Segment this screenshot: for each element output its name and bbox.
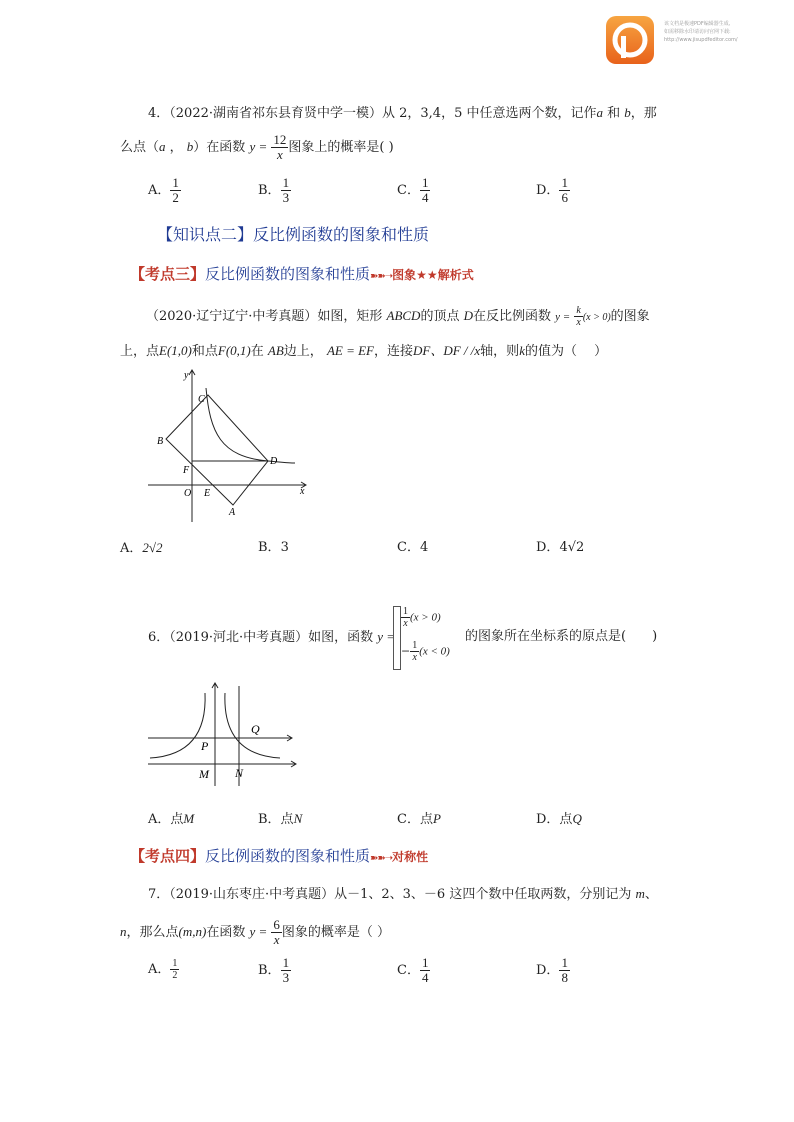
numerator: 1 bbox=[421, 955, 429, 970]
q6-figure bbox=[145, 678, 305, 788]
numerator: 1 bbox=[282, 955, 290, 970]
piece-2 bbox=[401, 640, 450, 663]
option-label: C． bbox=[397, 183, 420, 198]
q5-option-c[interactable] bbox=[397, 538, 428, 558]
q4-line1 bbox=[148, 103, 657, 124]
label-a: A bbox=[229, 507, 236, 518]
denominator: x bbox=[412, 652, 417, 663]
label-e: E bbox=[204, 488, 211, 499]
option-label: C．点 bbox=[397, 812, 433, 827]
q4-text: 4．（2022·湖南省祁东县育贤中学一模）从 2，3,4，5 中任意选两个数，记作 bbox=[148, 106, 597, 121]
kaodian-title: 反比例函数的图象和性质 bbox=[205, 265, 371, 283]
denominator: x bbox=[403, 618, 408, 629]
option-label: D． bbox=[536, 540, 560, 555]
q4-line2 bbox=[120, 133, 394, 162]
var-a: a bbox=[596, 105, 603, 120]
numerator: 1 bbox=[172, 175, 179, 190]
numerator: 12 bbox=[273, 132, 287, 147]
label-p: P bbox=[201, 739, 209, 753]
denominator: 4 bbox=[421, 190, 429, 205]
fraction-1-over-x bbox=[410, 640, 419, 663]
q5-line1 bbox=[146, 305, 650, 328]
q6-option-a[interactable] bbox=[148, 809, 194, 830]
point-a: a bbox=[159, 139, 166, 154]
option-label: D． bbox=[536, 183, 560, 198]
label-f: F bbox=[183, 465, 190, 476]
q4-option-c[interactable] bbox=[397, 176, 430, 205]
q7-option-d[interactable] bbox=[536, 956, 570, 985]
domain-condition: (x > 0) bbox=[582, 312, 611, 323]
q4-text: 么点（ bbox=[120, 140, 160, 155]
arrow-icon: ➽➽➝ bbox=[370, 271, 393, 282]
point-d: D bbox=[463, 308, 473, 323]
point-b: b bbox=[186, 139, 194, 154]
denominator: x bbox=[276, 147, 283, 162]
q5-text: 在 bbox=[250, 344, 264, 359]
q7-text: 7．（2019·山东枣庄·中考真题）从－1、2、3、－6 这四个数中任取两数，分别记为 bbox=[148, 887, 632, 902]
q6-option-b[interactable] bbox=[258, 809, 302, 830]
q7-line2 bbox=[120, 918, 390, 947]
q5-text: 轴，则 bbox=[480, 344, 520, 359]
denominator: 8 bbox=[561, 970, 568, 985]
option-label: B． bbox=[258, 540, 281, 555]
fraction-k-over-x bbox=[574, 305, 582, 328]
label-b: B bbox=[157, 436, 164, 447]
label-o: O bbox=[184, 488, 192, 499]
q5-text: （2020·辽宁辽宁·中考真题）如图，矩形 bbox=[146, 309, 383, 324]
section-heading: 【知识点二】反比例函数的图象和性质 bbox=[157, 225, 430, 244]
option-label: A． bbox=[148, 962, 171, 977]
denominator: x bbox=[273, 932, 280, 947]
option-fraction bbox=[170, 176, 181, 205]
q7-text: 图象的概率是（ ） bbox=[281, 925, 391, 940]
q4-option-a[interactable] bbox=[148, 176, 181, 205]
label-c: C bbox=[198, 394, 205, 405]
q5-text: 上，点 bbox=[120, 344, 160, 359]
rectangle-abcd bbox=[166, 395, 268, 505]
watermark-line: http://www.jisupdfeditor.com/ bbox=[664, 37, 738, 43]
option-fraction bbox=[281, 956, 292, 985]
option-value: Q bbox=[572, 811, 582, 826]
left-branch-curve bbox=[150, 693, 205, 758]
q5-option-d[interactable] bbox=[536, 538, 584, 558]
denominator: x bbox=[576, 317, 581, 328]
q5-option-b[interactable] bbox=[258, 538, 289, 558]
q4-option-d[interactable] bbox=[536, 176, 570, 205]
q5-text: 在反比例函数 bbox=[473, 309, 552, 324]
label-y: y bbox=[184, 370, 189, 381]
option-value: 4 bbox=[419, 540, 429, 555]
condition: (x > 0) bbox=[410, 611, 441, 624]
q5-line2 bbox=[120, 341, 607, 362]
fraction-6-over-x bbox=[271, 918, 282, 947]
condition: (x < 0) bbox=[419, 645, 450, 658]
function-y: y = bbox=[249, 139, 268, 154]
brace-icon bbox=[393, 606, 401, 670]
kaodian-tail: 对称性 bbox=[392, 850, 429, 864]
q6-text: 6．（2019·河北·中考真题）如图，函数 bbox=[148, 630, 374, 645]
denominator: 4 bbox=[421, 970, 429, 985]
arrow-icon: ➽➽➝ bbox=[370, 853, 393, 864]
option-label: A．点 bbox=[148, 812, 184, 827]
label-x: x bbox=[300, 486, 305, 497]
denominator: 2 bbox=[172, 970, 178, 981]
q4-option-b[interactable] bbox=[258, 176, 291, 205]
q4-and: 和 bbox=[602, 106, 625, 121]
option-value: N bbox=[293, 811, 303, 826]
kaodian-3-heading bbox=[130, 263, 474, 284]
q7-tail: 、 bbox=[644, 887, 658, 902]
option-value: 3 bbox=[280, 540, 289, 555]
point-mn: (m,n) bbox=[178, 924, 207, 939]
kaodian-bracket: 【考点三】 bbox=[130, 265, 206, 283]
q4-tail: ，那 bbox=[630, 106, 657, 121]
option-label: B． bbox=[258, 963, 281, 978]
point-e: E(1,0) bbox=[159, 343, 192, 358]
watermark-line: 如需移除水印请访问官网下载: bbox=[664, 29, 731, 35]
q7-option-c[interactable] bbox=[397, 956, 430, 985]
q4-text: ）在函数 bbox=[193, 140, 246, 155]
numerator: 1 bbox=[403, 606, 408, 617]
q7-text: 在函数 bbox=[206, 925, 246, 940]
option-label: A． bbox=[120, 541, 143, 556]
denominator: 3 bbox=[282, 190, 290, 205]
option-value: P bbox=[432, 811, 441, 826]
equation-ae-ef: AE = EF bbox=[326, 343, 374, 358]
piece-1 bbox=[401, 606, 441, 629]
watermark-text bbox=[664, 20, 738, 44]
option-fraction bbox=[281, 176, 292, 205]
numerator: k bbox=[576, 305, 581, 316]
rect-abcd: ABCD bbox=[386, 308, 421, 323]
option-fraction bbox=[559, 956, 570, 985]
function-y: y = bbox=[249, 924, 268, 939]
denominator: 6 bbox=[561, 190, 568, 205]
option-fraction bbox=[559, 176, 570, 205]
q7-line1 bbox=[148, 884, 658, 905]
pdf-editor-logo-icon bbox=[606, 16, 654, 64]
numerator: 1 bbox=[561, 955, 568, 970]
q5-figure bbox=[140, 362, 320, 522]
option-value: 4√2 bbox=[559, 540, 585, 555]
numerator: 1 bbox=[561, 175, 568, 190]
var-m: m bbox=[635, 886, 645, 901]
kaodian-title: 反比例函数的图象和性质 bbox=[205, 847, 371, 865]
numerator: 1 bbox=[412, 640, 418, 651]
label-m: M bbox=[199, 767, 209, 781]
q4-text: 图象上的概率是( ) bbox=[288, 140, 394, 155]
q6-line bbox=[148, 627, 395, 648]
hyperbola-curve bbox=[206, 388, 295, 463]
point-f: F(0,1) bbox=[217, 343, 251, 358]
denominator: 2 bbox=[172, 190, 179, 205]
kaodian-4-heading bbox=[130, 845, 428, 866]
label-n: N bbox=[235, 766, 244, 780]
minus-sign: − bbox=[401, 644, 411, 658]
var-b: b bbox=[624, 105, 631, 120]
q5-text: 的值为（ ） bbox=[524, 344, 608, 359]
function-y: y = bbox=[377, 629, 396, 644]
df-parallel: DF、DF / /x bbox=[413, 343, 481, 358]
q7-option-a[interactable] bbox=[148, 958, 179, 981]
option-label: A． bbox=[148, 183, 171, 198]
q5-option-a[interactable] bbox=[120, 538, 163, 559]
option-label: D．点 bbox=[536, 812, 573, 827]
q7-text: ，那么点 bbox=[126, 925, 179, 940]
q5-text: 的顶点 bbox=[420, 309, 460, 324]
numerator: 1 bbox=[282, 175, 290, 190]
var-k: k bbox=[519, 343, 525, 358]
comma: ， bbox=[165, 140, 187, 155]
function-y: y = bbox=[555, 311, 571, 323]
q5-text: 的图象 bbox=[610, 309, 650, 324]
q6-tail: 的图象所在坐标系的原点是( ) bbox=[465, 629, 658, 644]
side-ab: AB bbox=[267, 343, 284, 358]
q5-text: ，连接 bbox=[374, 344, 414, 359]
option-label: C． bbox=[397, 963, 420, 978]
label-d: D bbox=[270, 456, 278, 467]
option-fraction bbox=[420, 956, 431, 985]
fraction-1-over-x bbox=[401, 606, 410, 629]
watermark-line: 该文档是极速PDF编辑器生成, bbox=[664, 21, 731, 27]
option-label: D． bbox=[536, 963, 560, 978]
var-n: n bbox=[120, 924, 127, 939]
option-label: B． bbox=[258, 183, 281, 198]
option-fraction bbox=[420, 176, 431, 205]
option-label: C． bbox=[397, 540, 420, 555]
option-value: M bbox=[183, 811, 195, 826]
q6-option-d[interactable] bbox=[536, 809, 582, 830]
q5-text: 边上， bbox=[283, 344, 323, 359]
q6-option-c[interactable] bbox=[397, 809, 441, 830]
option-label: B．点 bbox=[258, 812, 294, 827]
label-q: Q bbox=[251, 722, 260, 736]
denominator: 3 bbox=[282, 970, 290, 985]
fraction-12-over-x bbox=[271, 133, 288, 162]
numerator: 1 bbox=[421, 175, 429, 190]
piecewise-function bbox=[393, 602, 463, 672]
q5-text: 和点 bbox=[191, 344, 218, 359]
kaodian-bracket: 【考点四】 bbox=[130, 847, 206, 865]
q7-option-b[interactable] bbox=[258, 956, 291, 985]
option-fraction bbox=[170, 958, 179, 981]
option-value: 2√2 bbox=[142, 540, 163, 555]
numerator: 6 bbox=[273, 917, 280, 932]
numerator: 1 bbox=[172, 958, 178, 969]
kaodian-tail: 图象★★解析式 bbox=[392, 268, 474, 282]
